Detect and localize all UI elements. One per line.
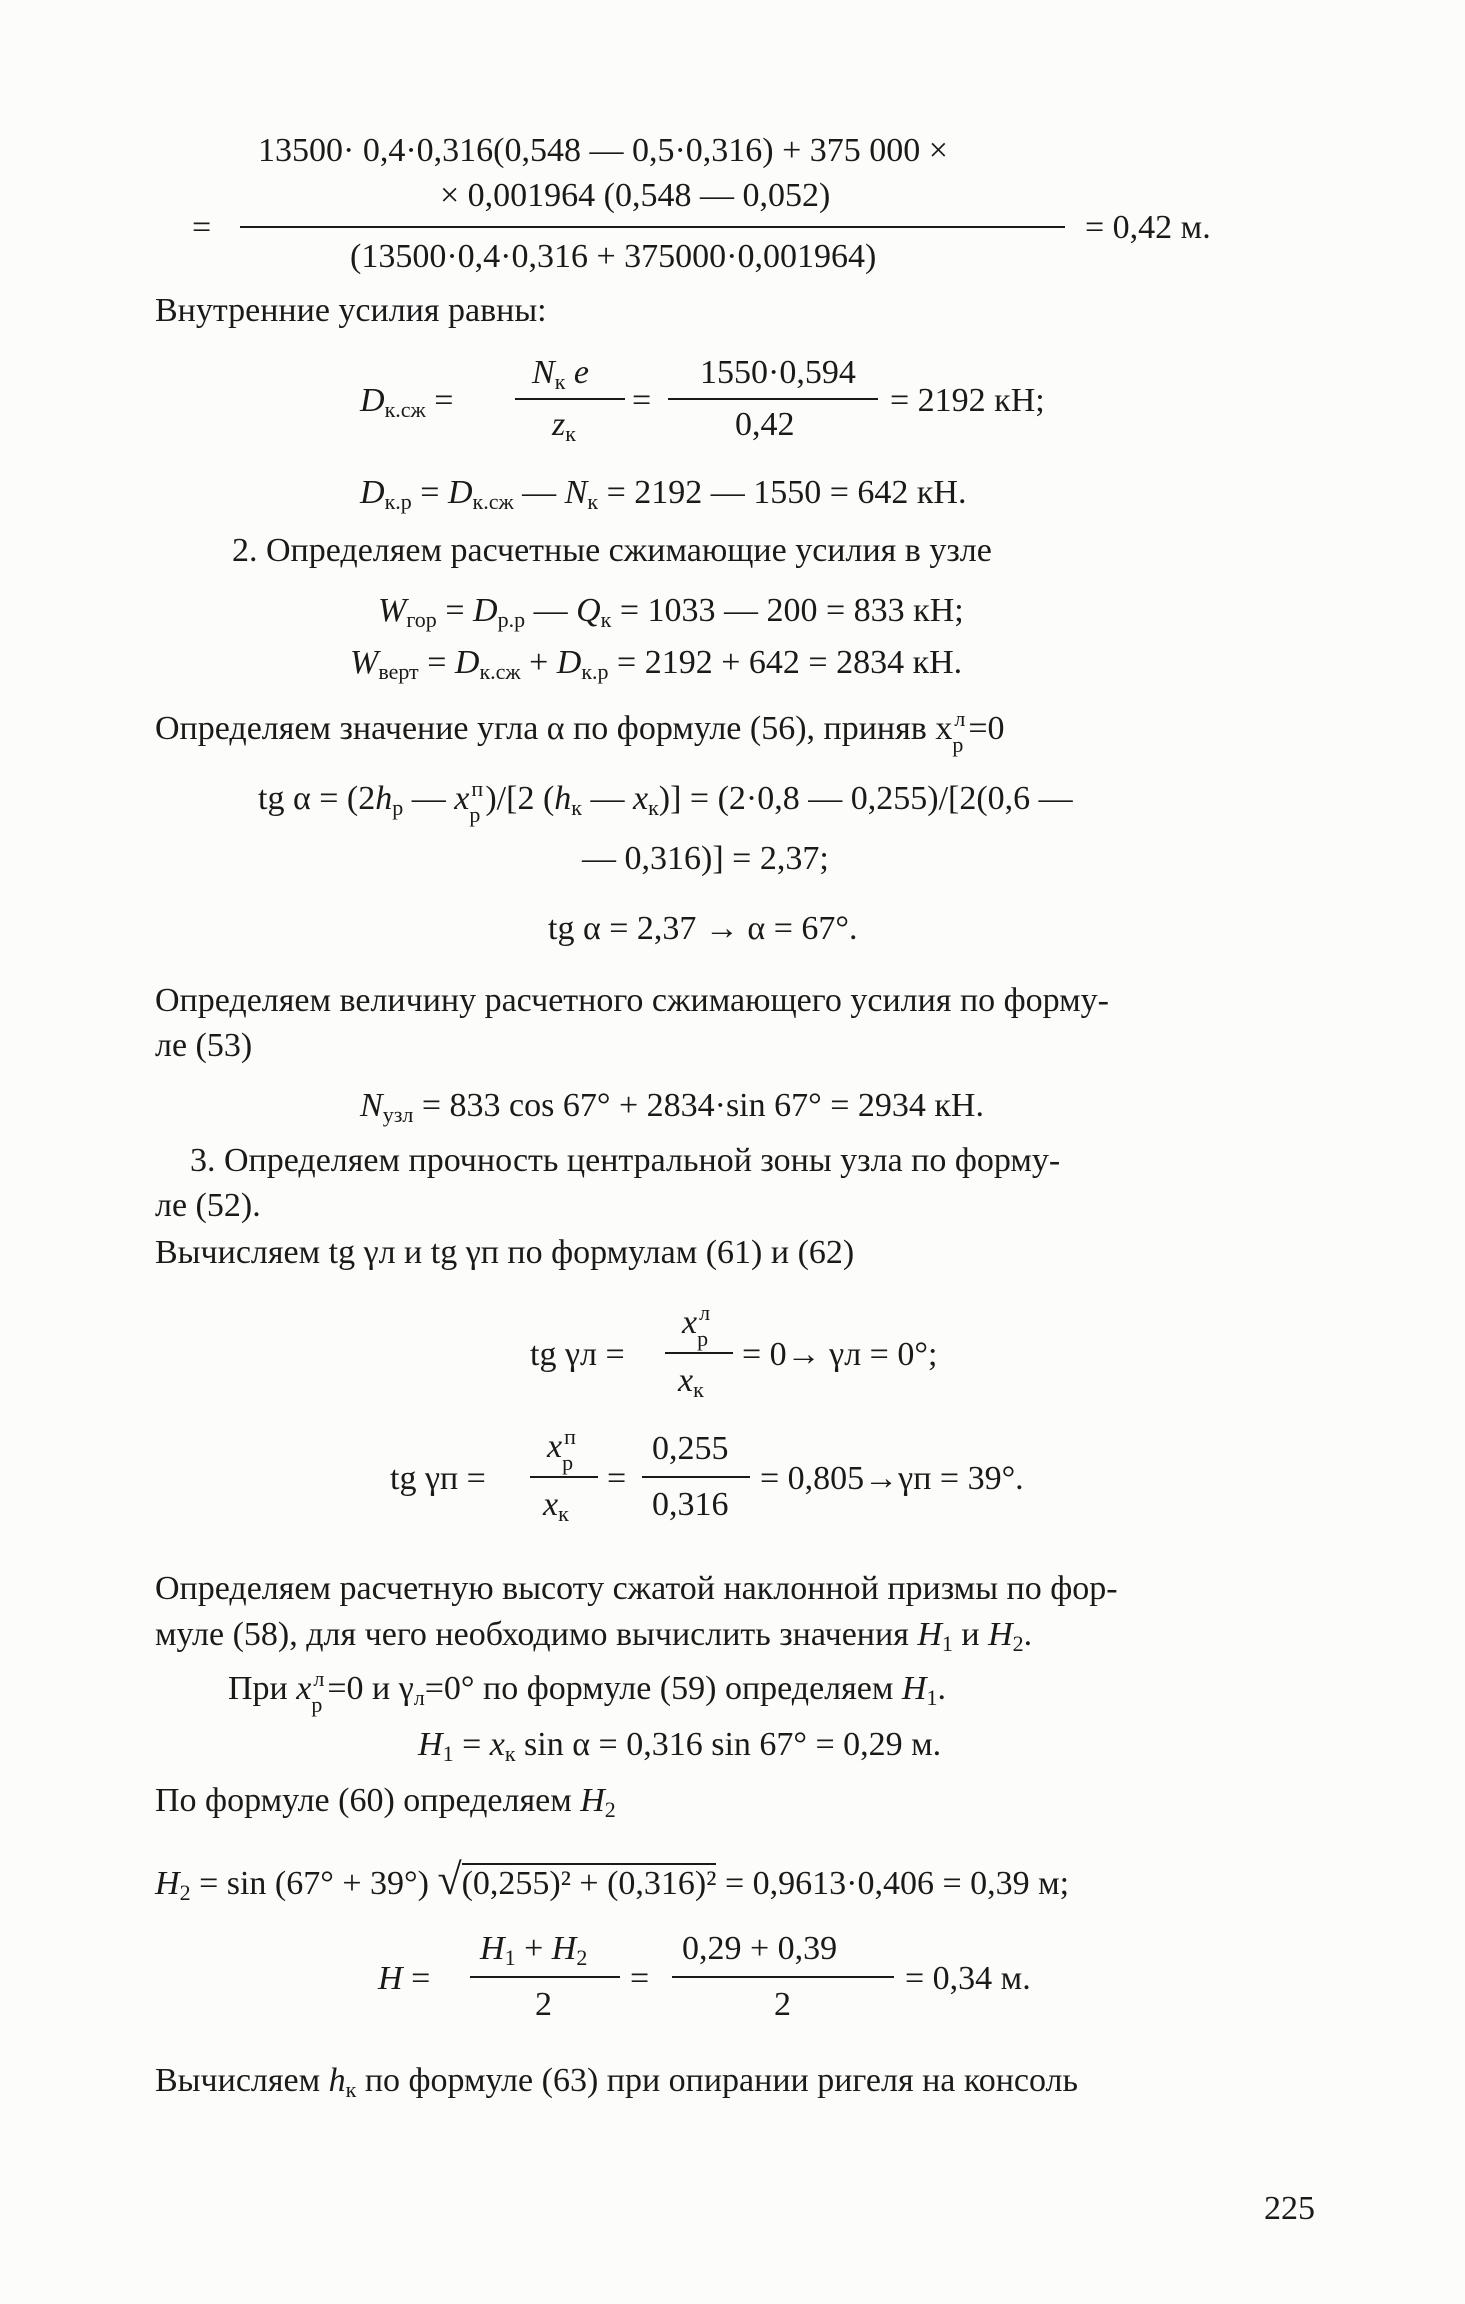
fraction-result: = 0,42 м. [1085,209,1211,246]
fraction-bar [672,1976,894,1978]
equation-result: = 2192 кН; [890,382,1045,419]
equation-result: = 0,805→γп = 39°. [760,1460,1024,1497]
equation-continuation: — 0,316)] = 2,37; [582,840,829,877]
fraction-denominator: (13500·0,4·0,316 + 375000·0,001964) [350,238,877,275]
equation: $N_{узл} = 833$ cos 67° + 2834·sin 67° = 2934 кН. [360,1087,984,1127]
fraction-numerator: 0,255 [652,1430,729,1467]
fraction-bar [240,226,1065,228]
fraction-numerator-line1: 13500· 0,4·0,316(0,548 — 0,5·0,316) + 375 000 × [258,132,948,169]
page-number: 225 [1264,2190,1315,2227]
paragraph-text: ле (53) [155,1027,253,1064]
fraction-bar [668,398,878,400]
equation: tg α = 2,37 → α = 67°. [548,910,858,947]
equation: tg $\alpha = (2h_р$ — x п р )/[2 ($h_к$ — $x_к)] = (2\cdot 0,8$ — 0,255)/[2(0,6 — [258,776,1073,827]
fraction-denominator: 0,42 [735,406,795,443]
paragraph-text: Определяем величину расчетного сжимающего усилия по форму- [155,982,1109,1019]
paragraph-text: Внутренние усилия равны: [155,292,547,329]
paragraph-text: Вычисляем tg γл и tg γп по формулам (61) и (62) [155,1234,855,1271]
paragraph-text: 2. Определяем расчетные сжимающие усилия в узле [232,532,992,569]
equation-result: = 0,34 м. [905,1960,1031,1997]
paragraph-text: муле (58), для чего необходимо вычислить значения $H_1$ и $H_2$. [155,1616,1033,1656]
equation-lhs: tg γл = [530,1336,625,1373]
equation-result: = 0→ γл = 0°; [742,1336,938,1373]
equals-sign: = [630,1960,650,1997]
equation-lhs: $D_{к.сж}$ = [360,382,454,422]
fraction-numerator: $H_1 + H_2$ [480,1930,588,1970]
paragraph-text: При x л р =0 и $\gamma_л=0^\circ$ по формуле (59) определяем $H_1$. [228,1666,946,1717]
equals-sign: = [192,209,212,246]
equation: $H_1 = x_к$ sin α = 0,316 sin 67° = 0,29 м. [418,1726,942,1766]
fraction-numerator: 0,29 + 0,39 [682,1930,838,1967]
fraction-numerator-line2: × 0,001964 (0,548 — 0,052) [440,177,831,214]
fraction-numerator: $N_к$ e [532,354,589,394]
equation-lhs: tg γп = [390,1460,486,1497]
paragraph-text: Определяем значение угла α по формуле (56), приняв x л р =0 [155,706,1005,757]
equals-sign: = [632,382,652,419]
fraction-denominator: $x_к$ [678,1362,704,1402]
fraction-bar [642,1476,750,1478]
paragraph-text: ле (52). [155,1187,261,1224]
paragraph-text: 3. Определяем прочность центральной зоны узла по форму- [190,1142,1061,1179]
fraction-denominator: $z_к$ [552,406,576,446]
fraction-denominator: 2 [535,1986,552,2023]
fraction-denominator: 2 [774,1986,791,2023]
fraction-bar [665,1352,733,1354]
equation: $W_{верт} = D_{к.сж} + D_{к.р} = 2192 + 642 = 2834$ кН. [350,644,963,684]
equation: $H_2 = \sin (67^\circ + 39^\circ) √(0,255)^2 + (0,316)^2 = 0,9613\cdot 0,406 = 0,39$ м; [155,1855,1070,1905]
fraction-denominator: $x_к$ [543,1486,569,1526]
paragraph-text: Вычисляем $h_к$ по формуле (63) при опирании ригеля на консоль [155,2062,1078,2102]
paragraph-text: По формуле (60) определяем $H_2$ [155,1782,616,1822]
equation: $D_{к.р} = D_{к.сж}$ — $N_к = 2192$ — 1550 = 642 кН. [360,474,967,514]
paragraph-text: Определяем расчетную высоту сжатой наклонной призмы по фор- [155,1570,1118,1607]
equation: $W_{гор} = D_{р.р}$ — $Q_к = 1033$ — 200 = 833 кН; [378,592,964,632]
fraction-bar [470,1976,620,1978]
fraction-bar [515,398,625,400]
equation-lhs: H = [378,1960,431,1997]
fraction-denominator: 0,316 [652,1486,729,1523]
fraction-numerator: x л р [682,1300,711,1351]
fraction-numerator: 1550·0,594 [700,354,856,391]
fraction-numerator: x п р [547,1424,576,1475]
equals-sign: = [607,1460,627,1497]
fraction-bar [530,1476,598,1478]
